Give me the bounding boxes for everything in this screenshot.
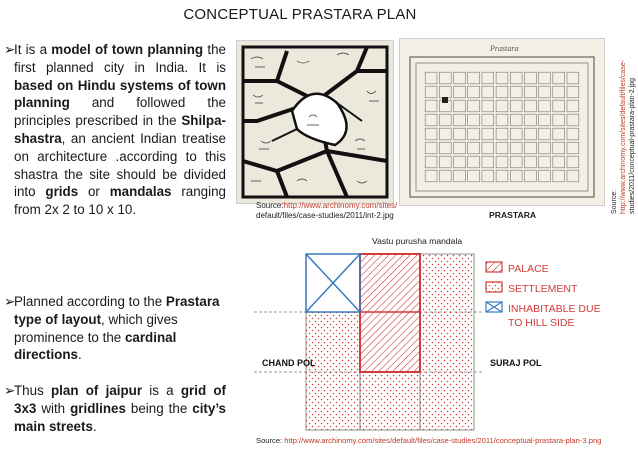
sketch-source-line-2: default/files/case-studies/2011/int-2.jpg — [256, 211, 394, 220]
legend-inhabitable-label: INHABITABLE DUE — [508, 303, 601, 315]
bullet-arrow-icon: ➢ — [4, 294, 16, 309]
sketch-drawing — [237, 41, 393, 203]
legend-settlement-label: SETTLEMENT — [508, 283, 578, 295]
text-run: is a — [142, 383, 181, 398]
sketch-source-prefix: Source: — [256, 201, 284, 210]
vertical-source-line-2: studies/2011/conceptual-prastara-plan-2.jpg — [629, 77, 636, 214]
prastara-plan-image — [399, 38, 605, 206]
text-run: grids — [45, 184, 79, 200]
sketch-source-link[interactable]: http://www.archinomy.com/sites/ — [283, 201, 398, 210]
text-run: the first planned — [14, 42, 226, 75]
conceptual-sketch-image — [236, 40, 394, 204]
page-title: CONCEPTUAL PRASTARA PLAN — [183, 6, 417, 23]
text-run: city’s main streets — [14, 400, 226, 434]
text-run: architecture .according to — [37, 148, 197, 164]
text-run: which gives prominence to — [14, 311, 178, 345]
text-run: plan of jaipur — [51, 383, 143, 398]
legend-palace-label: PALACE — [508, 263, 549, 275]
text-run: based on — [14, 77, 74, 93]
text-run: gridlines — [70, 400, 126, 416]
text-run: planning — [14, 95, 70, 111]
text-run: Shilpa-shastra — [14, 113, 226, 146]
prastara-drawing-title: Prastara — [490, 44, 519, 53]
text-run: divided into — [14, 166, 226, 200]
text-run: Prastara type of layout — [14, 294, 220, 327]
text-run: , — [101, 311, 105, 327]
text-run: being — [125, 400, 164, 416]
vertical-source-caption — [610, 28, 636, 214]
legend-hillside-label: TO HILL SIDE — [508, 317, 575, 329]
text-run: Thus — [14, 383, 51, 398]
text-run: planning — [147, 42, 204, 57]
text-run: ranging from 2x 2 — [14, 184, 226, 218]
text-run: Hindu systems of town — [77, 77, 226, 93]
text-run: Planned according to the — [14, 294, 163, 309]
text-run: this shastra the site should be — [14, 148, 226, 182]
mandala-source-caption — [256, 436, 601, 445]
bullet-arrow-icon: ➢ — [4, 42, 16, 57]
prastara-center-mark — [442, 97, 448, 103]
bullet-arrow-icon: ➢ — [4, 383, 16, 398]
text-run: . — [92, 418, 97, 434]
palace-zone — [360, 254, 420, 372]
inhabitable-zone — [306, 254, 360, 312]
prastara-label: PRASTARA — [489, 210, 537, 220]
text-run: the — [168, 400, 193, 416]
mandala-source-prefix: Source: — [256, 436, 285, 445]
text-run: of 3x3 — [14, 383, 226, 416]
vertical-source-link[interactable]: http://www.archinomy.com/sites/default/files/case- — [620, 60, 627, 214]
prastara-drawing — [400, 39, 604, 205]
text-run: cardinal directions — [14, 329, 177, 363]
text-run: or — [78, 184, 100, 200]
mandala-drawing — [254, 248, 614, 434]
text-run: It is a — [14, 42, 52, 57]
bullet-prastara-layout — [4, 293, 226, 364]
mandala-legend — [486, 262, 601, 329]
legend-palace-swatch — [486, 262, 502, 272]
vastu-mandala-image — [254, 248, 614, 434]
bullet-town-planning — [4, 41, 226, 219]
text-run: model of town — [51, 42, 144, 57]
text-run: city in India. It is — [104, 59, 226, 75]
text-run: principles prescribed in the — [14, 113, 177, 129]
text-run: mandalas — [109, 184, 172, 200]
text-run: to 10 x 10. — [73, 202, 137, 218]
suraj-pol-label: SURAJ POL — [490, 358, 542, 368]
chand-pol-label: CHAND POL — [262, 358, 316, 368]
text-run: the — [102, 329, 125, 345]
text-run: Indian treatise on — [14, 130, 226, 164]
text-run: , an ancient — [61, 130, 135, 146]
text-run: and followed the — [69, 95, 226, 111]
mandala-source-link[interactable]: http://www.archinomy.com/sites/default/files/case-studies/2011/conceptual-prastara-plan-3.png — [284, 436, 602, 445]
sketch-source-caption — [256, 201, 406, 221]
bullet-text — [4, 41, 226, 219]
vastu-label: Vastu purusha mandala — [372, 236, 463, 246]
legend-settlement-swatch — [486, 282, 502, 292]
vertical-source-prefix: Source: — [611, 189, 618, 214]
text-run: grid — [180, 383, 207, 398]
bullet-text — [4, 293, 226, 364]
text-run: . — [78, 347, 82, 363]
bullet-jaipur-grid — [4, 382, 226, 435]
text-run: with — [36, 400, 71, 416]
bullet-text — [4, 382, 226, 435]
